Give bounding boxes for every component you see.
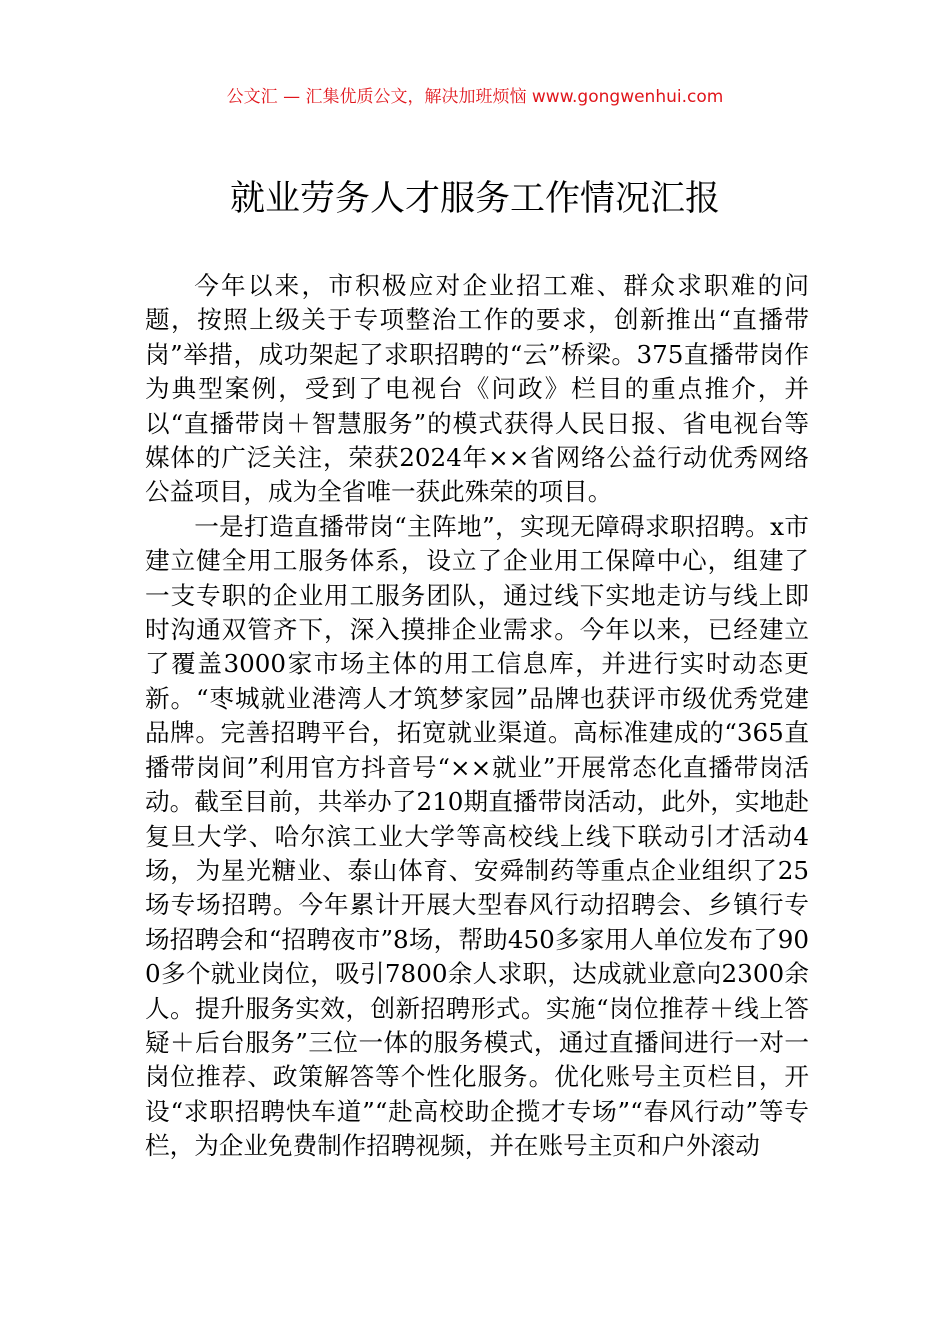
paragraph-intro: 今年以来，市积极应对企业招工难、群众求职难的问题，按照上级关于专项整治工作的要求，创新推出“直播带岗”举措，成功架起了求职招聘的“云”桥梁。375直播带岗作为典型案例，受到了电视台《问政》栏目的重点推介，并以“直播带岗＋智慧服务”的模式获得人民日报、省电视台等媒体的广泛关注，荣获2024年××省网络公益行动优秀网络公益项目，成为全省唯一获此殊荣的项目。 — [145, 271, 809, 507]
paragraph-section-one: 一是打造直播带岗“主阵地”，实现无障碍求职招聘。x市建立健全用工服务体系，设立了企业用工保障中心，组建了一支专职的企业用工服务团队，通过线下实地走访与线上即时沟通双管齐下，深入摸排企业需求。今年以来，已经建立了覆盖3000家市场主体的用工信息库，并进行实时动态更新。“枣城就业港湾人才筑梦家园”品牌也获评市级优秀党建品牌。完善招聘平台，拓宽就业渠道。高标准建成的“365直播带岗间”利用官方抖音号“××就业”开展常态化直播带岗活动。截至目前，共举办了210期直播带岗活动，此外，实地赴复旦大学、哈尔滨工业大学等高校线上线下联动引才活动4场，为星光糖业、泰山体育、安舜制药等重点企业组织了25场专场招聘。今年累计开展大型春风行动招聘会、乡镇行专场招聘会和“招聘夜市”8场，帮助450多家用人单位发布了900多个就业岗位，吸引7800余人求职，达成就业意向2300余人。提升服务实效，创新招聘形式。实施“岗位推荐＋线上答疑＋后台服务”三位一体的服务模式，通过直播间进行一对一岗位推荐、政策解答等个性化服务。优化账号主页栏目，开设“求职招聘快车道”“赴高校助企揽才专场”“春风行动”等专栏，为企业免费制作招聘视频，并在账号主页和户外滚动 — [145, 511, 809, 1161]
document-title: 就业劳务人才服务工作情况汇报 — [229, 179, 720, 219]
header-watermark-line: 公文汇 — 汇集优质公文，解决加班烦恼 www.gongwenhui.com — [226, 87, 724, 107]
document-body — [145, 269, 809, 1215]
